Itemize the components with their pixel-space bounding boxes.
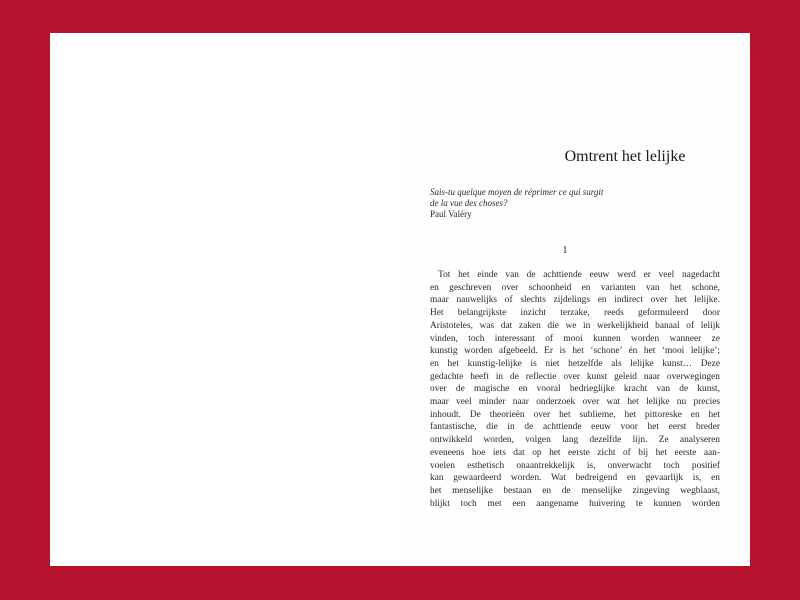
body-line: maar veel minder naar onderzoek over wat het lelijke nu precies [430, 397, 720, 408]
body-line: blijkt toch met een aangename huivering te kunnen worden [430, 498, 720, 509]
body-line: Tot het einde van de achttiende eeuw werd er veel nagedacht [438, 270, 720, 280]
body-line: het menselijke bestaan en de menselijke zingeving wegblaast, [430, 485, 720, 496]
body-line: en geschreven over schoonheid en varianten van het schone, [430, 282, 720, 293]
body-line: kunstig worden afgebeeld. Er is het ‘schone’ én het ‘mooi lelijke’; [430, 346, 720, 357]
body-line: eveneens hoe iets dat op het eerste zicht of bij het eerste aan- [430, 447, 720, 458]
body-line: inhoudt. De theorieën over het sublieme, het pittoreske en het [430, 409, 720, 420]
body-line: en het kunstig-lelijke is niet hetzelfde als lelijke kunst… Deze [430, 358, 720, 369]
epigraph-line: Sais-tu quelque moyen de réprimer ce qui surgit [430, 187, 604, 197]
epigraph-line: de la vue des choses? [430, 198, 508, 208]
book-spread [50, 33, 750, 566]
epigraph-author: Paul Valéry [430, 209, 472, 219]
body-line: voelen esthetisch onaantrekkelijk is, onverwacht toch positief [430, 460, 720, 471]
body-line: over de magische en vooral bedrieglijke kracht van de kunst, [430, 384, 720, 395]
body-line: maar nauwelijks of slechts zijdelings en indirect over het lelijke. [430, 295, 720, 306]
epigraph [430, 187, 720, 220]
body-line: fantastische, die in de achttiende eeuw voor het eerst breder [430, 422, 720, 433]
body-line: Het belangrijkste inzicht terzake, reeds geformuleerd door [430, 308, 720, 319]
body-line: gedachte heeft in de reflectie over kunst geleid naar overwegingen [430, 371, 720, 382]
body-line: vinden, toch interessant of mooi kunnen worden wanneer ze [430, 333, 720, 344]
body-line: ontwikkeld worden, volgen lang dezelfde lijn. Ze analyseren [430, 435, 720, 446]
body-text [430, 269, 720, 510]
body-line: Aristoteles, was dat zaken die we in werkelijkheid banaal of lelijk [430, 320, 720, 331]
section-number: 1 [562, 245, 568, 256]
body-line: kan gewaardeerd worden. Wat bedreigend en gevaarlijk is, en [430, 473, 720, 484]
right-page [400, 33, 750, 566]
chapter-title: Omtrent het lelijke [564, 148, 686, 165]
left-page [50, 33, 400, 566]
